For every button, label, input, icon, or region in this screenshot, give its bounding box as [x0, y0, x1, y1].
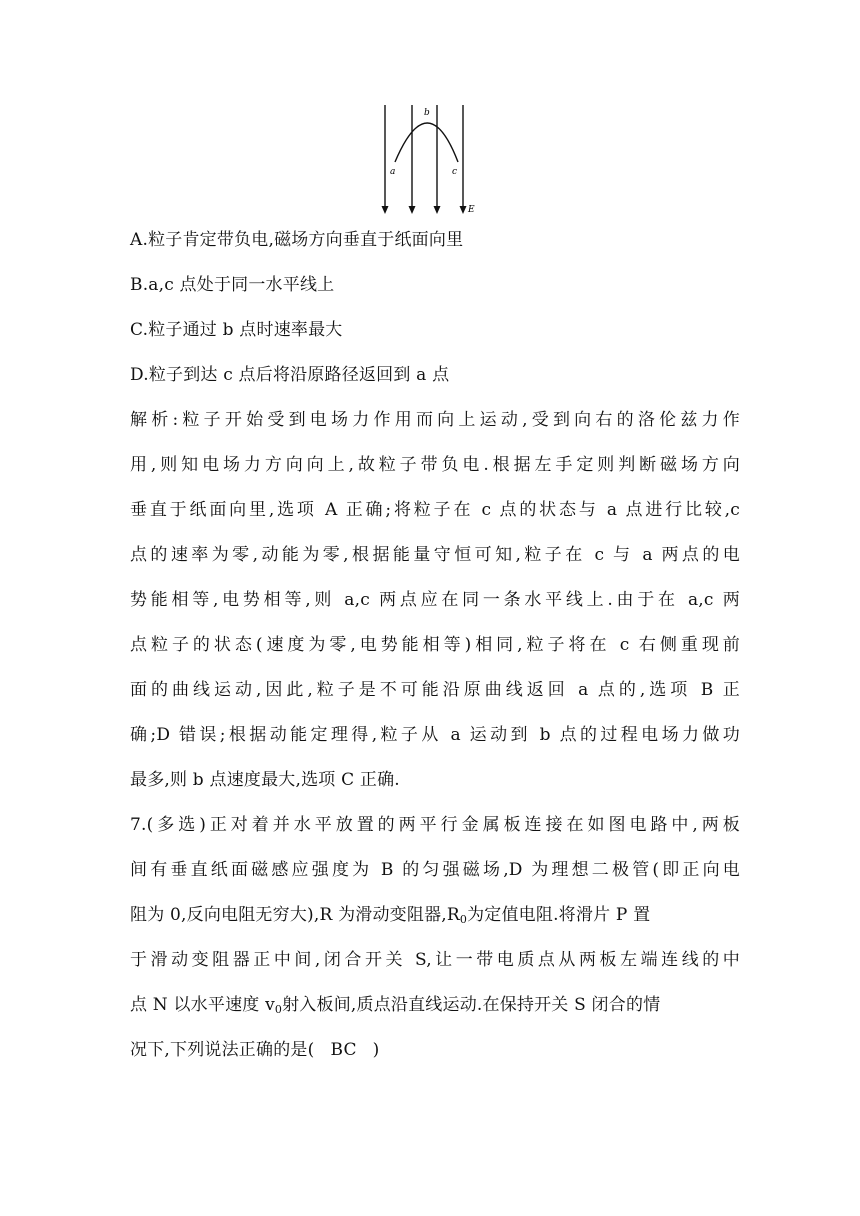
subscript-zero: 0	[459, 913, 468, 926]
label-b: b	[424, 108, 430, 118]
option-d: D.粒子到达 c 点后将沿原路径返回到 a 点	[130, 365, 450, 385]
analysis-line: 面的曲线运动,因此,粒子是不可能沿原曲线返回 a 点的,选项 B 正	[130, 680, 740, 700]
text-part: 况下,下列说法正确的是(	[130, 1040, 315, 1060]
question-7-line: 于滑动变阻器正中间,闭合开关 S,让一带电质点从两板左端连线的中	[130, 950, 740, 970]
analysis-line: 点的速率为零,动能为零,根据能量守恒可知,粒子在 c 与 a 两点的电	[130, 545, 740, 565]
text-part: 阻为 0,反向电阻无穷大),R 为滑动变阻器,R	[130, 905, 460, 925]
analysis-line: 点粒子的状态(速度为零,电势能相等)相同,粒子将在 c 右侧重现前	[130, 635, 740, 655]
text-part: 射入板间,质点沿直线运动.在保持开关 S 闭合的情	[282, 995, 661, 1015]
analysis-line: 垂直于纸面向里,选项 A 正确;将粒子在 c 点的状态与 a 点进行比较,c	[130, 500, 740, 520]
trajectory-diagram	[370, 100, 490, 220]
option-a: A.粒子肯定带负电,磁场方向垂直于纸面向里	[130, 230, 464, 250]
field-trajectory-figure	[370, 100, 490, 220]
text-part: )	[372, 1040, 380, 1060]
question-7-line	[130, 904, 740, 931]
text-part: 为定值电阻.将滑片 P 置	[467, 905, 651, 925]
label-e: E	[468, 205, 475, 215]
label-a: a	[390, 167, 396, 177]
analysis-line: 确;D 错误;根据动能定理得,粒子从 a 运动到 b 点的过程电场力做功	[130, 725, 740, 745]
question-7-line	[130, 994, 740, 1021]
question-7-line	[130, 1039, 740, 1061]
question-7-line: 7.(多选)正对着并水平放置的两平行金属板连接在如图电路中,两板	[130, 815, 740, 835]
label-c: c	[452, 167, 458, 177]
answer-text: BC	[330, 1040, 357, 1060]
option-c: C.粒子通过 b 点时速率最大	[130, 320, 343, 340]
analysis-line: 解析:粒子开始受到电场力作用而向上运动,受到向右的洛伦兹力作	[130, 410, 740, 430]
option-b: B.a,c 点处于同一水平线上	[130, 275, 335, 295]
subscript-zero: 0	[274, 1003, 283, 1016]
analysis-line: 势能相等,电势相等,则 a,c 两点应在同一条水平线上.由于在 a,c 两	[130, 590, 740, 610]
trajectory-curve	[395, 123, 458, 162]
question-7-line: 间有垂直纸面磁感应强度为 B 的匀强磁场,D 为理想二极管(即正向电	[130, 860, 740, 880]
analysis-line: 最多,则 b 点速度最大,选项 C 正确.	[130, 770, 400, 790]
analysis-line: 用,则知电场力方向向上,故粒子带负电.根据左手定则判断磁场方向	[130, 455, 740, 475]
text-part: 点 N 以水平速度 v	[130, 995, 275, 1015]
